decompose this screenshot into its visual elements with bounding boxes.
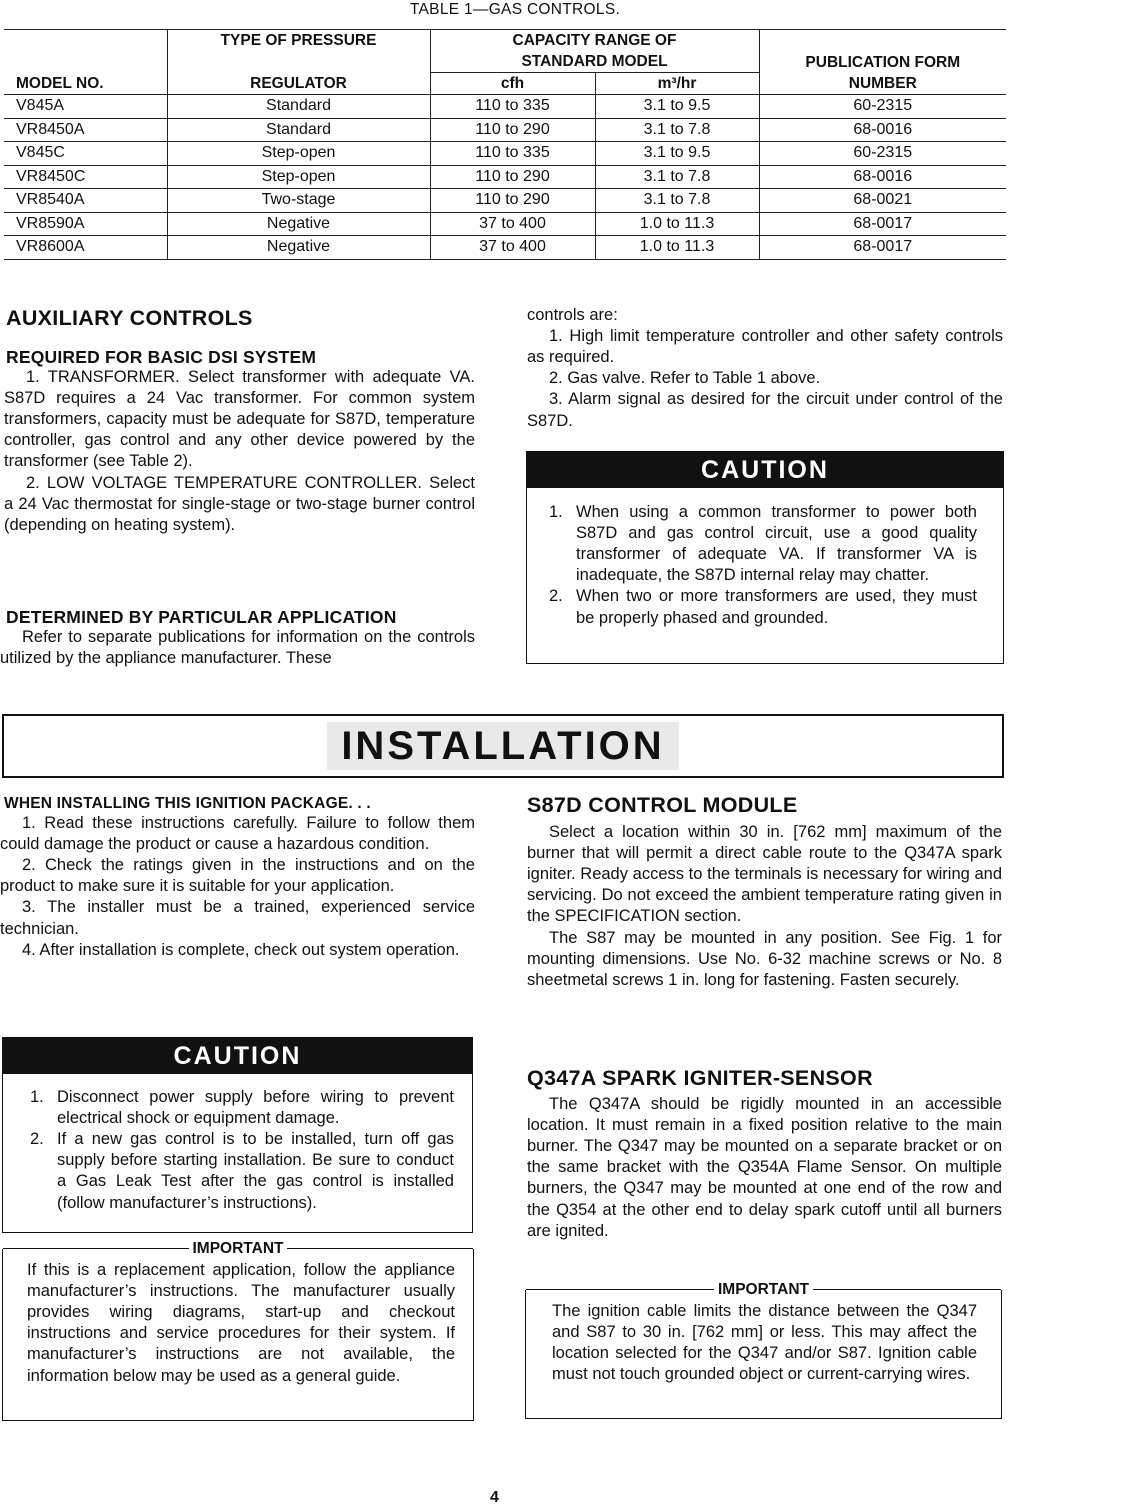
table-row [4, 142, 1006, 166]
caution-box-transformer [526, 451, 1004, 664]
important-text: If this is a replacement application, follow the appliance manufacturer’s instructions. The manufacturer usually provides wiring diagrams, start-up and checkout instructions and service procedures for their system. If manufacturer’s instructions are not available, the information below may be used as a general guide. [27, 1261, 455, 1385]
header-cfh: cfh [430, 73, 595, 95]
cell-type: Step-open [167, 165, 430, 189]
cell-model: VR8540A [4, 189, 167, 213]
cell-model: VR8600A [4, 236, 167, 260]
list-item: 3. The installer must be a trained, experienced service technician. [0, 898, 475, 938]
cell-type: Standard [167, 95, 430, 119]
table-title: TABLE 1—GAS CONTROLS. [409, 1, 621, 18]
determined-heading: DETERMINED BY PARTICULAR APPLICATION [6, 607, 397, 627]
list-item: 1. Read these instructions carefully. Failure to follow them could damage the product or cause a hazardous condition. [0, 814, 475, 854]
table-row [4, 189, 1006, 213]
list-item: 1. When using a common transformer to power both S87D and gas control circuit, use a good quality transformer of adequate VA. If transformer VA is inadequate, the S87D internal relay may chatter. [549, 503, 977, 585]
required-heading: REQUIRED FOR BASIC DSI SYSTEM [6, 347, 317, 367]
caution-list [549, 502, 977, 629]
installation-title: INSTALLATION [327, 722, 678, 770]
header-type-line1: TYPE OF PRESSURE [167, 30, 430, 52]
cell-cfh: 110 to 290 [430, 189, 595, 213]
cell-model: V845A [4, 95, 167, 119]
header-pub-line1: PUBLICATION FORM [759, 51, 1006, 73]
cell-cfh: 37 to 400 [430, 212, 595, 236]
caution-header: CAUTION [527, 452, 1003, 488]
important-label: IMPORTANT [714, 1281, 813, 1298]
header-capacity-line1: CAPACITY RANGE OF [430, 30, 759, 52]
cell-cfh: 110 to 335 [430, 142, 595, 166]
header-model-spacer [4, 30, 167, 52]
cell-type: Step-open [167, 142, 430, 166]
caution-box-power [2, 1037, 473, 1233]
table-row [4, 236, 1006, 260]
header-model: MODEL NO. [4, 73, 167, 95]
page-number: 4 [490, 1489, 499, 1506]
cell-model: V845C [4, 142, 167, 166]
q347a-paragraph: The Q347A should be rigidly mounted in an accessible location. It must remain in a fixed position relative to the main burner. The Q347 may be mounted on a separate bracket or on the same bracket with the Q354A Flame Sensor. On multiple burners, the Q347 may be mounted at one end of the row and the Q354 at the other end to delay spark cutoff until all burners are ignited. [527, 1095, 1002, 1240]
cell-cfh: 110 to 290 [430, 118, 595, 142]
when-installing-list [0, 813, 475, 961]
auxiliary-continued [527, 305, 1003, 432]
s87d-paragraph-1: Select a location within 30 in. [762 mm] maximum of the burner that will permit a direct cable route to the Q347A spark igniter. Ready access to the terminals is necessary for wiring and servicing. Do not exceed the ambient temperature rating given in the SPECIFICATION section. [527, 823, 1002, 926]
important-box-replacement [2, 1240, 474, 1421]
list-item: 2. When two or more transformers are used, they must be properly phased and grounded. [549, 587, 977, 627]
cell-type: Standard [167, 118, 430, 142]
cell-pub: 68-0017 [759, 212, 1006, 236]
list-item: 3. Alarm signal as desired for the circuit under control of the S87D. [527, 390, 1003, 430]
q347a-heading: Q347A SPARK IGNITER-SENSOR [527, 1066, 873, 1090]
list-item: 2. If a new gas control is to be installed, turn off gas supply before starting installation. Be sure to conduct a Gas Leak Test after the gas control is installed (follow manufacturer’s instructions). [30, 1130, 454, 1212]
table-row [4, 118, 1006, 142]
cell-m3hr: 3.1 to 7.8 [595, 189, 759, 213]
required-item-temperature-controller: 2. LOW VOLTAGE TEMPERATURE CONTROLLER. Select a 24 Vac thermostat for single-stage or two-stage burner control (depending on heating system). [4, 473, 475, 534]
required-body [4, 367, 475, 536]
cell-pub: 68-0017 [759, 236, 1006, 260]
s87d-heading: S87D CONTROL MODULE [527, 793, 798, 817]
cell-type: Negative [167, 236, 430, 260]
installation-banner [2, 714, 1004, 778]
determined-body: Refer to separate publications for information on the controls utilized by the appliance manufacturer. These [0, 628, 475, 668]
header-m3hr: m³/hr [595, 73, 759, 95]
list-item: 2. Check the ratings given in the instructions and on the product to make sure it is suitable for your application. [0, 856, 475, 896]
cell-pub: 68-0016 [759, 118, 1006, 142]
cell-pub: 68-0021 [759, 189, 1006, 213]
cell-type: Negative [167, 212, 430, 236]
list-item: 1. Disconnect power supply before wiring to prevent electrical shock or equipment damage. [30, 1088, 454, 1128]
list-item: 4. After installation is complete, check out system operation. [22, 940, 460, 959]
important-box-ignition-cable [525, 1281, 1002, 1419]
header-pub-spacer [759, 30, 1006, 52]
gas-controls-table [4, 29, 1006, 260]
cell-model: VR8450A [4, 118, 167, 142]
table-row [4, 212, 1006, 236]
cell-cfh: 110 to 335 [430, 95, 595, 119]
table-row [4, 95, 1006, 119]
caution-header: CAUTION [3, 1038, 472, 1074]
cell-m3hr: 1.0 to 11.3 [595, 236, 759, 260]
when-installing-heading: WHEN INSTALLING THIS IGNITION PACKAGE. . . [4, 795, 371, 812]
cell-m3hr: 3.1 to 7.8 [595, 165, 759, 189]
auxiliary-heading: AUXILIARY CONTROLS [6, 306, 253, 330]
cell-model: VR8590A [4, 212, 167, 236]
list-item: 2. Gas valve. Refer to Table 1 above. [549, 369, 821, 388]
s87d-body [527, 822, 1002, 991]
cell-pub: 60-2315 [759, 142, 1006, 166]
cell-m3hr: 3.1 to 9.5 [595, 142, 759, 166]
header-capacity-line2: STANDARD MODEL [430, 51, 759, 73]
cell-cfh: 110 to 290 [430, 165, 595, 189]
important-text: The ignition cable limits the distance between the Q347 and S87 to 30 in. [762 mm] or less. This may affect the location selected for the Q347 and/or S87. Ignition cable must not touch grounded object or current-carrying wires. [552, 1302, 977, 1384]
cell-m3hr: 3.1 to 7.8 [595, 118, 759, 142]
cell-pub: 68-0016 [759, 165, 1006, 189]
s87d-paragraph-2: The S87 may be mounted in any position. See Fig. 1 for mounting dimensions. Use No. 6-32 machine screws or No. 8 sheetmetal screws 1 in. long for fastening. Fasten securely. [527, 928, 1002, 989]
cell-model: VR8450C [4, 165, 167, 189]
cell-type: Two-stage [167, 189, 430, 213]
cell-cfh: 37 to 400 [430, 236, 595, 260]
header-type-line2: REGULATOR [167, 73, 430, 95]
caution-list [30, 1087, 454, 1214]
header-pub-line2: NUMBER [759, 73, 1006, 95]
required-item-transformer: 1. TRANSFORMER. Select transformer with adequate VA. S87D requires a 24 Vac transformer. For common system transformers, capacity must be adequate for S87D, temperature controller, gas control and any other device powered by the transformer (see Table 2). [4, 368, 475, 471]
cell-pub: 60-2315 [759, 95, 1006, 119]
list-item: 1. High limit temperature controller and other safety controls as required. [527, 327, 1003, 367]
cell-m3hr: 3.1 to 9.5 [595, 95, 759, 119]
cell-m3hr: 1.0 to 11.3 [595, 212, 759, 236]
controls-intro: controls are: [527, 306, 618, 324]
important-label: IMPORTANT [189, 1240, 288, 1257]
table-row [4, 165, 1006, 189]
